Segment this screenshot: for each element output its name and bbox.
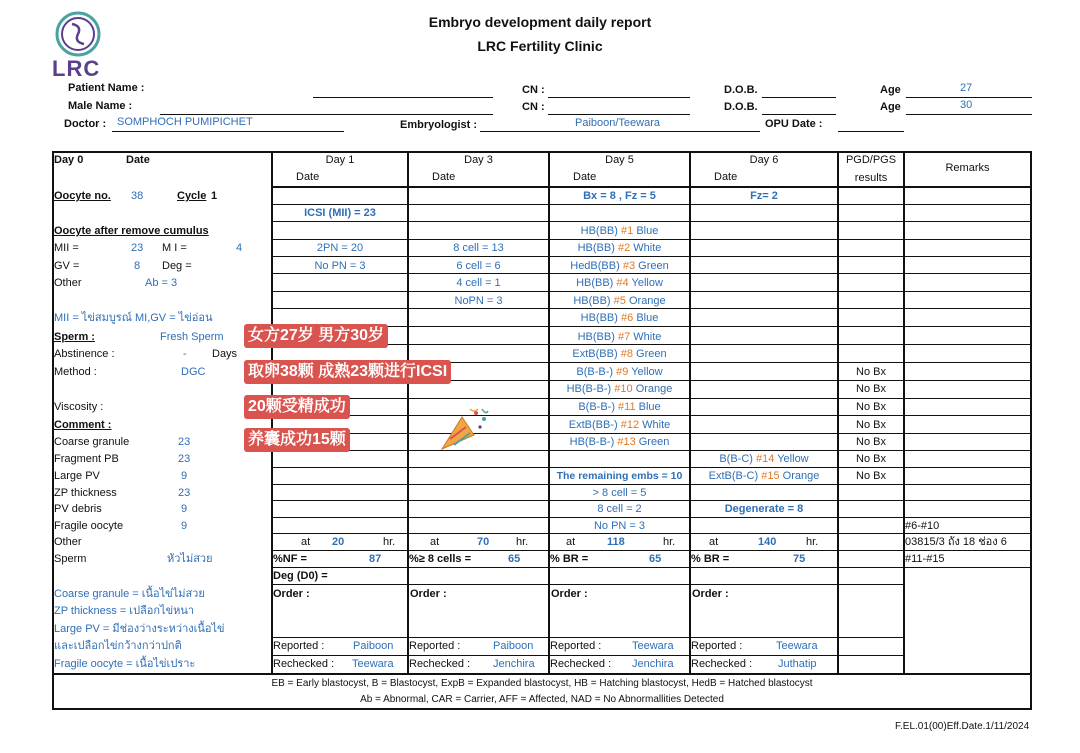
- day3-hours: 70: [477, 536, 490, 548]
- pgd-no-bx: No Bx: [856, 470, 886, 482]
- embryo-grade: B(B-C): [719, 453, 753, 465]
- mi-label: M I =: [162, 242, 187, 254]
- row-line: [271, 204, 1032, 205]
- day6-br-label: % BR =: [691, 553, 730, 565]
- day3-nopn: NoPN = 3: [454, 295, 503, 307]
- legend-fragile: Fragile oocyte = เนื้อไข่เปราะ: [54, 658, 196, 670]
- day6-degenerate: Degenerate = 8: [724, 503, 804, 515]
- other2-label: Other: [54, 536, 82, 548]
- embryo-number: #10: [614, 383, 633, 395]
- embryo-color: Blue: [636, 225, 659, 237]
- day5-embryo-row: [550, 276, 689, 290]
- lpv-value: 9: [181, 470, 188, 482]
- day3-4cell: 4 cell = 1: [456, 277, 501, 289]
- day5-reported-label: Reported :: [550, 640, 602, 652]
- opu-date-label: OPU Date :: [765, 118, 823, 130]
- legend-zp: ZP thickness = เปลือกไข่หนา: [54, 605, 195, 617]
- day5-br-label: % BR =: [550, 553, 589, 565]
- day3-rechecked: Jenchira: [493, 658, 535, 670]
- day1-hours: 20: [332, 536, 345, 548]
- day6-order: Order :: [692, 588, 729, 600]
- day1-hr: hr.: [383, 536, 396, 548]
- embryo-color: Blue: [638, 401, 661, 413]
- age-label-1: Age: [880, 84, 901, 96]
- zp-value: 23: [178, 487, 191, 499]
- mii-value: 23: [131, 242, 144, 254]
- row-line: [271, 221, 1032, 222]
- embryo-color: Orange: [782, 470, 820, 482]
- day5-embryo-row: [550, 382, 689, 396]
- embryo-color: Orange: [635, 383, 673, 395]
- row-line: [271, 398, 1032, 399]
- day6-header: Day 6: [749, 154, 779, 166]
- day6-hr: hr.: [806, 536, 819, 548]
- embryo-grade: HB(BB): [577, 242, 615, 254]
- day6-embryo-15: [691, 469, 837, 483]
- day0-date-header: Date: [126, 154, 150, 166]
- day1-date-header: Date: [296, 171, 320, 183]
- thai-maturity-note: MII = ไข่สมบูรณ์ MI,GV = ไข่อ่อน: [54, 312, 213, 324]
- comment-label: Comment :: [54, 419, 112, 431]
- row-line: [271, 550, 1032, 551]
- remarks-header: Remarks: [945, 162, 990, 174]
- day3-6cell: 6 cell = 6: [456, 260, 501, 272]
- day6-at: at: [709, 536, 719, 548]
- day5-hours: 118: [607, 536, 625, 548]
- deg-d0-label: Deg (D0) =: [273, 570, 328, 582]
- method-value: DGC: [181, 366, 206, 378]
- day3-reported: Paiboon: [493, 640, 534, 652]
- embryo-grade: HB(B-B-): [569, 436, 615, 448]
- row-line: [271, 239, 1032, 240]
- viscosity-label: Viscosity :: [54, 401, 104, 413]
- days-label: Days: [212, 348, 238, 360]
- remark-2: 03815/3 ถัง 18 ช่อง 6: [905, 536, 1007, 548]
- abstinence-label: Abstinence :: [54, 348, 115, 360]
- embryo-color: White: [642, 419, 671, 431]
- row-line: [271, 484, 1032, 485]
- day5-embryo-row: [550, 224, 689, 238]
- embryo-number: #1: [621, 225, 634, 237]
- embryo-color: Green: [638, 260, 669, 272]
- row-line: [271, 273, 1032, 274]
- day6-reported: Teewara: [776, 640, 818, 652]
- day6-embryo-14: [691, 452, 837, 466]
- embryo-grade: HedB(BB): [570, 260, 620, 272]
- row-line: [271, 308, 1032, 309]
- pgd-no-bx: No Bx: [856, 401, 886, 413]
- row-line: [271, 567, 1032, 568]
- method-label: Method :: [54, 366, 97, 378]
- day3-pct: 65: [508, 553, 521, 565]
- day6-rechecked-label: Rechecked :: [691, 658, 753, 670]
- day5-embryo-row: [550, 347, 689, 361]
- oocyte-no-value: 38: [131, 190, 144, 202]
- day3-reported-label: Reported :: [409, 640, 461, 652]
- embryo-color: Yellow: [631, 366, 663, 378]
- day3-at: at: [430, 536, 440, 548]
- embryo-color: Green: [636, 348, 667, 360]
- day1-at: at: [301, 536, 311, 548]
- col-divider: [903, 151, 905, 674]
- sperm-type: Fresh Sperm: [160, 331, 224, 343]
- doctor-value: SOMPHOCH PUMIPICHET: [117, 116, 253, 128]
- row-line: [271, 533, 1032, 534]
- embryo-number: #5: [613, 295, 626, 307]
- day5-8cell: 8 cell = 2: [597, 503, 642, 515]
- sticker-blastocyst: 养囊成功15颗: [244, 428, 350, 452]
- embryo-number: #9: [616, 366, 629, 378]
- row-line: [271, 433, 1032, 434]
- embryo-color: Blue: [636, 312, 659, 324]
- mi-value: 4: [236, 242, 243, 254]
- day5-bxfz: Bx = 8 , Fz = 5: [583, 190, 656, 202]
- male-name-label: Male Name :: [68, 100, 133, 112]
- day5-reported: Teewara: [632, 640, 674, 652]
- day5-gt8: > 8 cell = 5: [592, 487, 647, 499]
- embryo-number: #6: [621, 312, 634, 324]
- dob-label-1: D.O.B.: [724, 84, 758, 96]
- day5-date-header: Date: [573, 171, 597, 183]
- sticker-fertilized: 20颗受精成功: [244, 395, 350, 419]
- party-popper-icon: [440, 405, 492, 456]
- day5-embryo-row: [550, 365, 689, 379]
- day3-date-header: Date: [432, 171, 456, 183]
- embryo-grade: HB(BB): [573, 295, 611, 307]
- day6-br: 75: [793, 553, 806, 565]
- day5-nopn: No PN = 3: [593, 520, 646, 532]
- embryo-number: #14: [756, 453, 775, 465]
- pgd-no-bx: No Bx: [856, 419, 886, 431]
- embryo-grade: ExtB(BB-): [568, 419, 618, 431]
- embryo-number: #13: [617, 436, 636, 448]
- legend-lpv: Large PV = มีช่องว่างระหว่างเนื้อไข่: [54, 623, 225, 635]
- embryo-color: White: [633, 331, 662, 343]
- lpv-label: Large PV: [54, 470, 100, 482]
- day5-remaining: The remaining embs = 10: [556, 470, 683, 482]
- pgd-header: PGD/PGS: [845, 154, 897, 166]
- after-cumulus-label: Oocyte after remove cumulus: [54, 225, 209, 237]
- col-divider: [689, 151, 691, 674]
- frag-label: Fragment PB: [54, 453, 119, 465]
- age-male-value: 30: [960, 99, 973, 111]
- embryo-color: Orange: [628, 295, 666, 307]
- legend-lpv-2: และเปลือกไข่กว้างกว่าปกติ: [54, 640, 182, 652]
- pvd-value: 9: [181, 503, 188, 515]
- day1-nopn: No PN = 3: [314, 260, 366, 272]
- day1-rechecked: Teewara: [352, 658, 394, 670]
- footer-abbrev-1: EB = Early blastocyst, B = Blastocyst, ExpB = Expanded blastocyst, HB = Hatching blastocyst, HedB = Hatched blastocyst: [271, 678, 813, 689]
- pvd-label: PV debris: [54, 503, 102, 515]
- day5-embryo-row: [550, 418, 689, 432]
- day5-embryo-row: [550, 241, 689, 255]
- embryo-number: #4: [616, 277, 629, 289]
- row-line: [271, 637, 904, 638]
- sperm2-label: Sperm: [54, 553, 87, 565]
- pgd-results-header: results: [854, 172, 888, 184]
- embryo-grade: HB(BB): [580, 225, 618, 237]
- day5-order: Order :: [551, 588, 588, 600]
- day3-8cell: 8 cell = 13: [453, 242, 504, 254]
- pgd-no-bx: No Bx: [856, 383, 886, 395]
- day1-2pn: 2PN = 20: [316, 242, 364, 254]
- embryo-number: #15: [761, 470, 780, 482]
- row-line: [271, 500, 1032, 501]
- sticker-retrieval: 取卵38颗 成熟23颗进行ICSI: [244, 360, 451, 384]
- day1-reported-label: Reported :: [273, 640, 325, 652]
- dob-label-2: D.O.B.: [724, 101, 758, 113]
- cn-label-1: CN :: [522, 84, 545, 96]
- doctor-label: Doctor :: [64, 118, 107, 130]
- embryo-grade: ExtB(BB): [572, 348, 618, 360]
- embryo-color: White: [633, 242, 662, 254]
- remark-1: #6-#10: [905, 520, 940, 532]
- row-line: [271, 517, 1032, 518]
- embryo-grade: ExtB(B-C): [708, 470, 759, 482]
- day6-reported-label: Reported :: [691, 640, 743, 652]
- patient-name-label: Patient Name :: [68, 82, 145, 94]
- coarse-label: Coarse granule: [54, 436, 130, 448]
- gv-value: 8: [134, 260, 141, 272]
- day3-hr: hr.: [516, 536, 529, 548]
- embryo-color: Yellow: [631, 277, 663, 289]
- row-line: [271, 256, 1032, 257]
- day3-pct-label: %≥ 8 cells =: [409, 553, 471, 565]
- ab-value: Ab = 3: [145, 277, 178, 289]
- cycle-value: 1: [211, 190, 218, 202]
- row-line: [271, 291, 1032, 292]
- day5-embryo-row: [550, 330, 689, 344]
- day0-header: Day 0: [54, 154, 84, 166]
- day5-embryo-row: [550, 311, 689, 325]
- abstinence-value: -: [183, 348, 187, 360]
- embryo-color: Green: [638, 436, 670, 448]
- legend-coarse: Coarse granule = เนื้อไข่ไม่สวย: [54, 588, 205, 600]
- day1-icsi: ICSI (MII) = 23: [304, 207, 376, 219]
- footer-divider: [52, 673, 1032, 675]
- day6-rechecked: Juthatip: [778, 658, 817, 670]
- day5-embryo-row: [550, 259, 689, 273]
- zp-label: ZP thickness: [54, 487, 117, 499]
- other-label: Other: [54, 277, 82, 289]
- day5-embryo-row: [550, 435, 689, 449]
- gv-label: GV =: [54, 260, 80, 272]
- embryo-grade: HB(B-B-): [566, 383, 612, 395]
- embryo-number: #7: [617, 331, 631, 343]
- embryo-grade: HB(BB): [576, 277, 614, 289]
- day6-hours: 140: [758, 536, 777, 548]
- day1-rechecked-label: Rechecked :: [273, 658, 335, 670]
- mii-label: MII =: [54, 242, 79, 254]
- clinic-name: LRC Fertility Clinic: [477, 38, 603, 54]
- embryo-grade: HB(BB): [577, 331, 615, 343]
- day1-header: Day 1: [325, 154, 355, 166]
- form-code: F.EL.01(00)Eff.Date.1/11/2024: [895, 721, 1030, 732]
- cn-label-2: CN :: [522, 101, 545, 113]
- embryologist-value: Paiboon/Teewara: [575, 117, 661, 129]
- day5-hr: hr.: [663, 536, 676, 548]
- day6-fz: Fz= 2: [750, 190, 778, 202]
- row-line: [271, 467, 1032, 468]
- embryo-number: #11: [618, 401, 636, 413]
- frag-value: 23: [178, 453, 191, 465]
- pgd-no-bx: No Bx: [856, 453, 886, 465]
- embryo-grade: B(B-B-): [576, 366, 614, 378]
- embryo-grade: B(B-B-): [578, 401, 615, 413]
- cycle-label: Cycle: [177, 190, 207, 202]
- report-title: Embryo development daily report: [428, 14, 652, 30]
- day1-nf-label: %NF =: [273, 553, 307, 565]
- row-line: [271, 655, 904, 656]
- day1-reported: Paiboon: [353, 640, 394, 652]
- pgd-no-bx: No Bx: [856, 436, 886, 448]
- day5-embryo-row: [550, 294, 689, 308]
- age-label-2: Age: [880, 101, 901, 113]
- day3-header: Day 3: [464, 154, 493, 166]
- remark-3: #11-#15: [905, 553, 945, 565]
- embryo-number: #8: [620, 348, 633, 360]
- embryo-grade: HB(BB): [580, 312, 618, 324]
- sperm-label: Sperm :: [54, 331, 95, 343]
- embryo-number: #2: [617, 242, 631, 254]
- sticker-ages: 女方27岁 男方30岁: [244, 324, 388, 348]
- day3-order: Order :: [410, 588, 447, 600]
- day5-br: 65: [649, 553, 662, 565]
- day5-at: at: [566, 536, 576, 548]
- row-line: [271, 415, 1032, 416]
- header-divider: [271, 186, 1032, 188]
- embryo-number: #12: [620, 419, 640, 431]
- day3-rechecked-label: Rechecked :: [409, 658, 471, 670]
- embryo-color: Yellow: [777, 453, 809, 465]
- day1-order: Order :: [273, 588, 310, 600]
- row-line: [271, 584, 904, 585]
- embryologist-label: Embryologist :: [400, 119, 478, 131]
- row-line: [271, 450, 1032, 451]
- sperm2-value: หัวไม่สวย: [167, 553, 213, 565]
- footer-abbrev-2: Ab = Abnormal, CAR = Carrier, AFF = Affected, NAD = No Abnormallities Detected: [360, 694, 724, 705]
- day5-header: Day 5: [605, 154, 634, 166]
- day5-rechecked-label: Rechecked :: [550, 658, 612, 670]
- pgd-no-bx: No Bx: [856, 366, 886, 378]
- day5-embryo-row: [550, 400, 689, 414]
- coarse-value: 23: [178, 436, 191, 448]
- day5-rechecked: Jenchira: [632, 658, 674, 670]
- age-female-value: 27: [960, 82, 973, 94]
- deg-label: Deg =: [162, 260, 192, 272]
- oocyte-no-label: Oocyte no.: [54, 190, 111, 202]
- fragile-label: Fragile oocyte: [54, 520, 124, 532]
- day1-nf: 87: [369, 553, 382, 565]
- logo-text: LRC: [52, 56, 101, 81]
- col-divider: [407, 151, 409, 674]
- day6-date-header: Date: [714, 171, 738, 183]
- embryo-number: #3: [622, 260, 636, 272]
- fragile-value: 9: [181, 520, 188, 532]
